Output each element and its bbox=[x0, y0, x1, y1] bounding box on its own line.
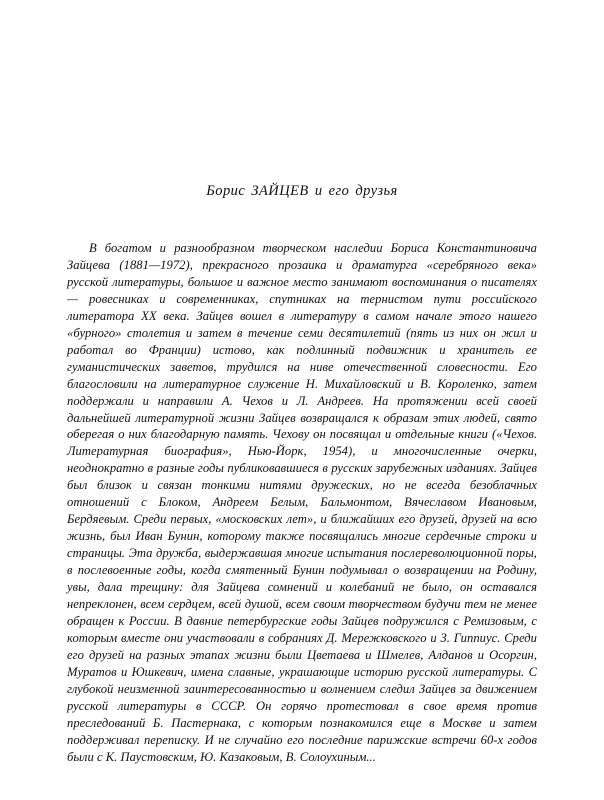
page-title: Борис ЗАЙЦЕВ и его друзья bbox=[206, 183, 398, 199]
body-paragraph: В богатом и разнообразном творческом наследии Бориса Константиновича Зайцева (1881—1972), прекрасного прозаика и драматурга «серебряного века» русской литературы, большое и важное место занимают воспоминания о писателях — ровесниках и современниках, спутниках на тернистом пути российского литератора XX века. Зайцев вошел в литературу в самом начале этого нашего «бурного» столетия и затем в течение семи десятилетий (пять из них он жил и работал во Франции) истово, как подлинный подвижник и хранитель ее гуманистических заветов, трудился на ниве отечественной словесности. Его благословили на литературное служение Н. Михайловский и В. Короленко, затем поддержали и направили А. Чехов и Л. Андреев. На протяжении всей своей дальнейшей литературной жизни Зайцев возвращался к образам этих людей, свято оберегая о них благодарную память. Чехову он посвящал и отдельные книги («Чехов. Литературная биография», Нью-Йорк, 1954), и многочисленные очерки, неоднократно в разные годы публиковавшиеся в русских зарубежных изданиях. Зайцев был близок и связан тонкими нитями дружеских, но не всегда безоблачных отношений с Блоком, Андреем Белым, Бальмонтом, Вячеславом Ивановым, Бердяевым. Среди первых, «московских лет», и ближайших его друзей, друзей на всю жизнь, был Иван Бунин, которому также посвящались многие сердечные строки и страницы. Эта дружба, выдержавшая многие испытания послереволюционной поры, в послевоенные годы, когда смятенный Бунин подумывал о возвращении на Родину, увы, дала трещину: для Зайцева сомнений и колебаний не было, он оставался непреклонен, всем сердцем, всей душой, всем своим творчеством будучи тем не менее обращен к России. В давние петербургские годы Зайцев подружился с Ремизовым, с которым вместе они участвовали в собраниях Д. Мережковского и З. Гиппиус. Среди его друзей на разных этапах жизни были Цветаева и Шмелев, Алданов и Осоргин, Муратов и Юшкевич, имена славные, украшающие историю русской литературы. С глубокой неизменной заинтересованностью и волнением следил Зайцев за движением русской литературы в СССР. Он горячо протестовал в свое время против преследований Б. Пастернака, с которым познакомился еще в Москве и затем поддерживал переписку. И не случайно его последние парижские встречи 60-х годов были с К. Паустовским, Ю. Казаковым, В. Солоухиным... bbox=[67, 241, 537, 764]
article-content bbox=[67, 183, 537, 766]
